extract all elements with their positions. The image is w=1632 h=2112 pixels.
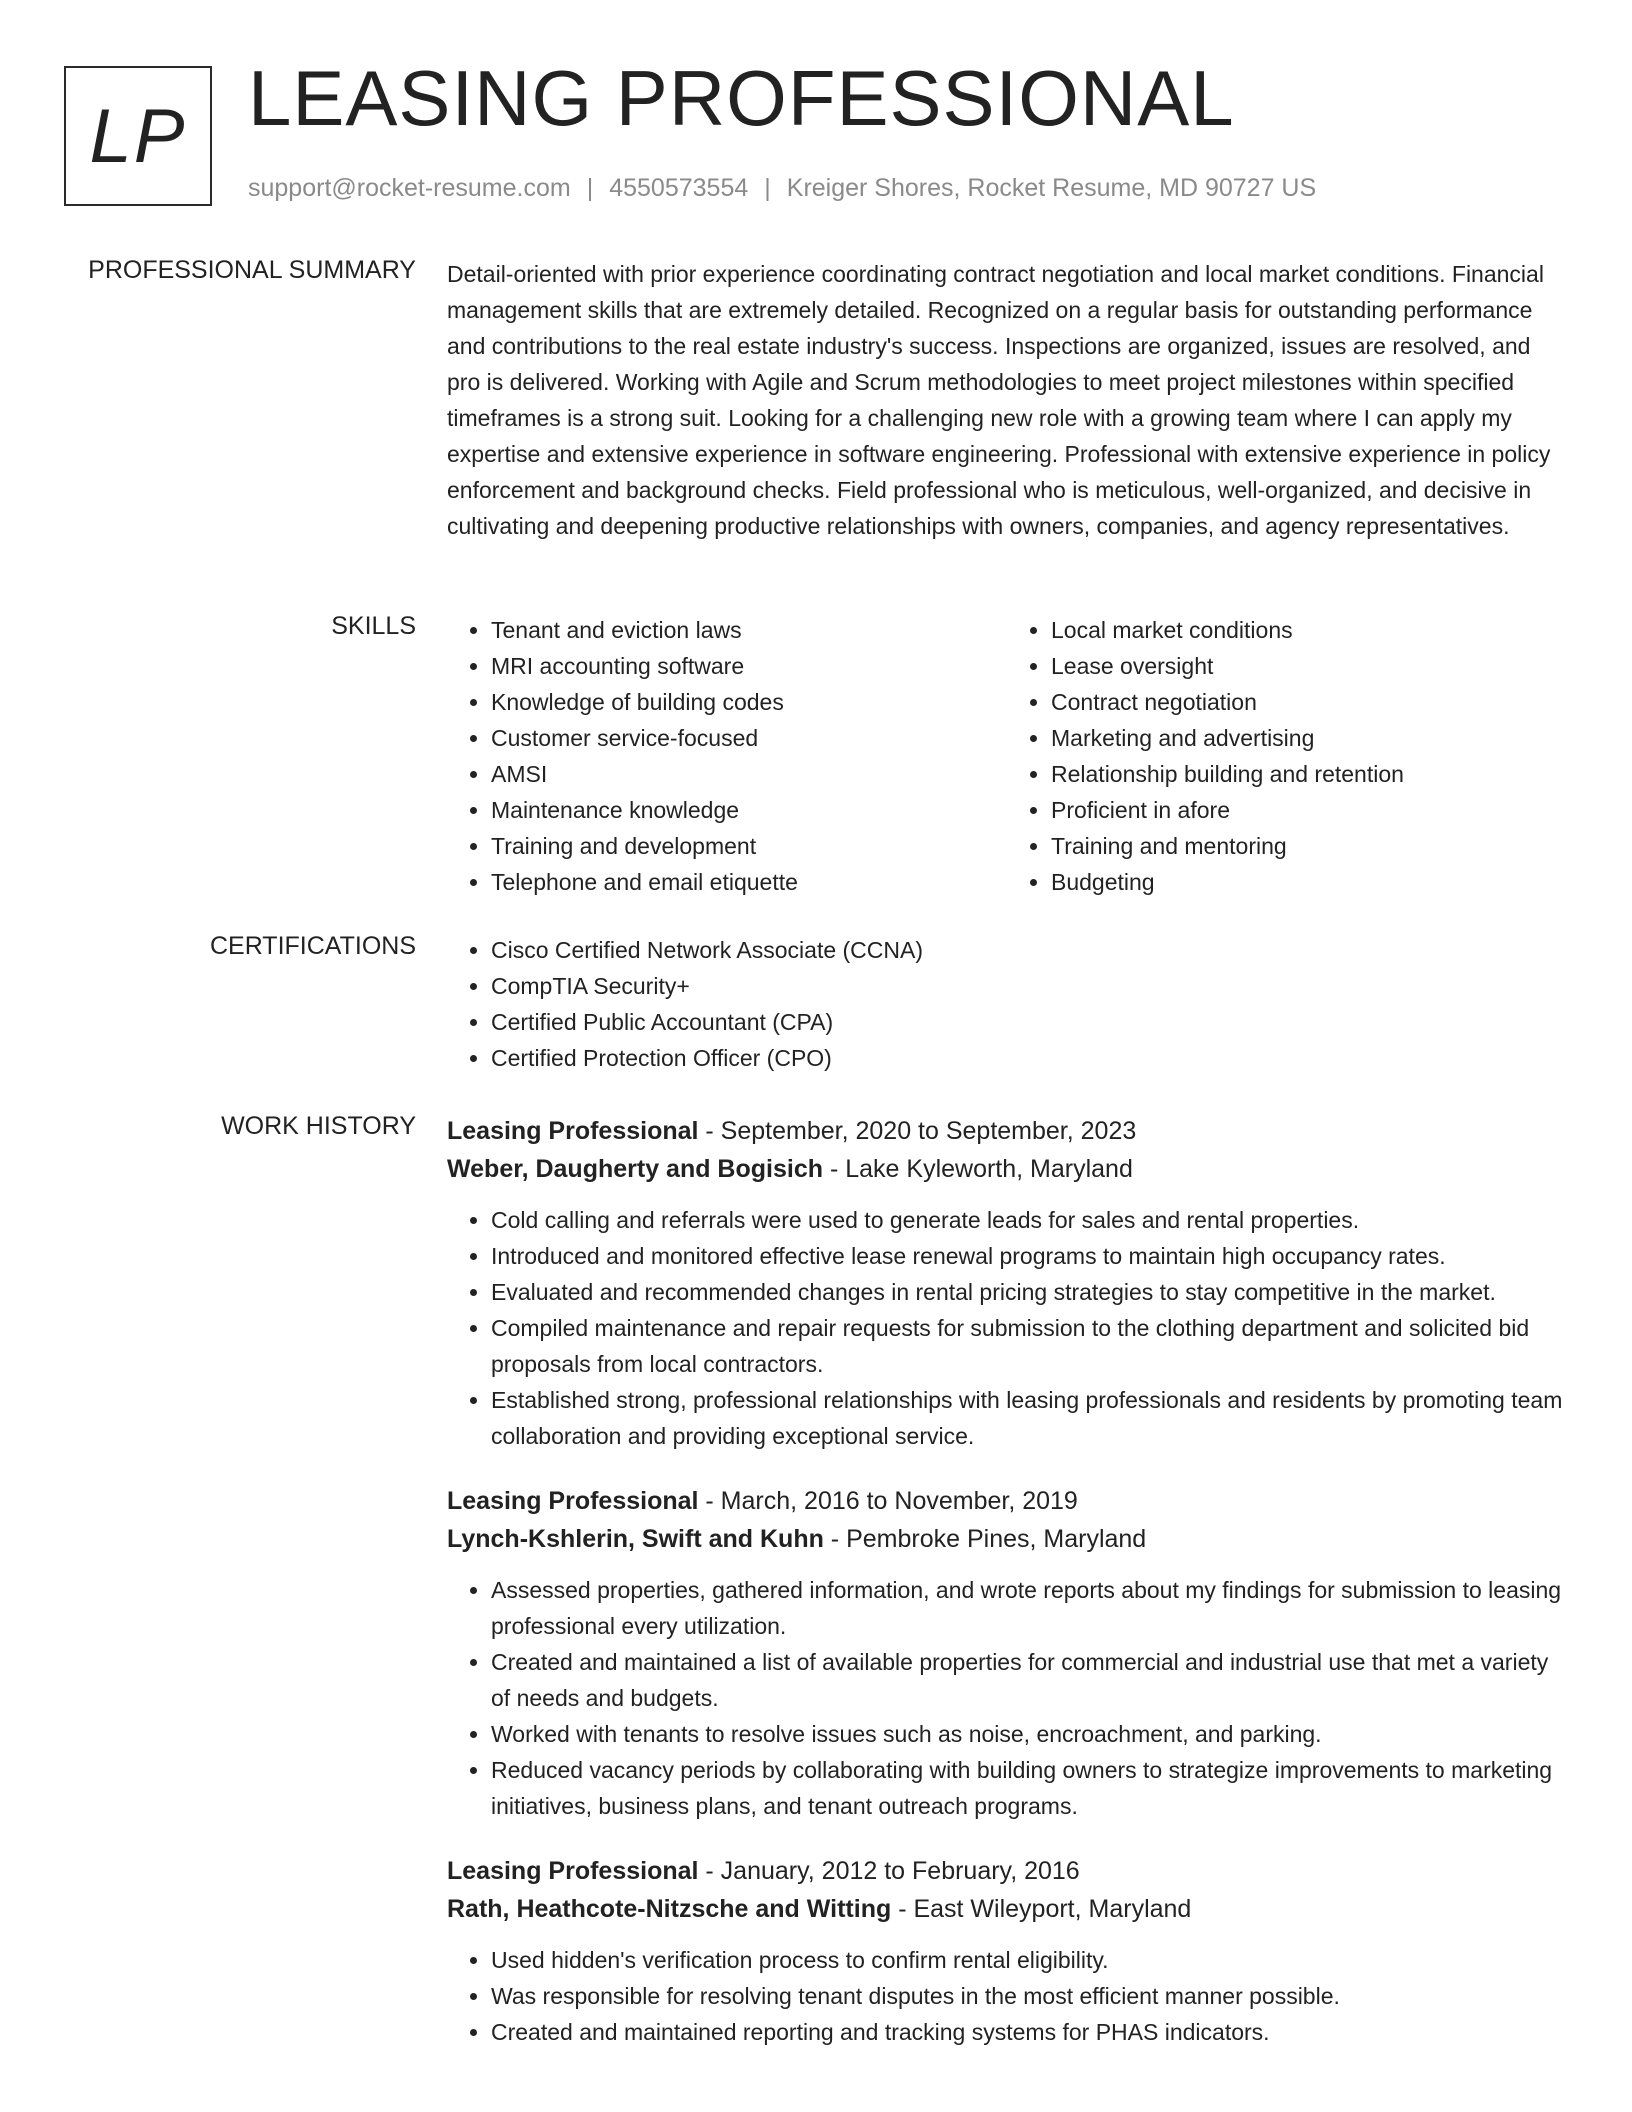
job-entry [447, 1852, 1567, 2050]
certification-item: • Certified Protection Officer (CPO) [491, 1040, 1567, 1076]
contact-phone[interactable]: 4550573554 [609, 174, 749, 202]
job-title-line [447, 1112, 1567, 1150]
skill-item: • Telephone and email etiquette [491, 864, 1007, 900]
job-title-line [447, 1852, 1567, 1890]
job-location: - East Wileyport, Maryland [891, 1895, 1192, 1923]
job-bullet: • Compiled maintenance and repair requests for submission to the clothing department and solicited bid proposals from local contractors. [491, 1310, 1567, 1382]
skill-item: • Proficient in afore [1051, 792, 1567, 828]
skill-item: • Marketing and advertising [1051, 720, 1567, 756]
skill-item: • Tenant and eviction laws [491, 612, 1007, 648]
job-company: Weber, Daugherty and Bogisich [447, 1155, 824, 1183]
job-bullet: • Cold calling and referrals were used to generate leads for sales and rental properties. [491, 1202, 1567, 1238]
job-location: - Pembroke Pines, Maryland [823, 1525, 1147, 1553]
job-location: - Lake Kyleworth, Maryland [823, 1155, 1133, 1183]
contact-separator: | [764, 174, 771, 202]
job-title: Leasing Professional [447, 1857, 699, 1885]
summary-text: Detail-oriented with prior experience coordinating contract negotiation and local market conditions. Financial management skills that are extremely detailed. Recognized on a regular basis for outstanding performance and contributions to the real estate industry's success. Inspections are organized, issues are resolved, and pro is delivered. Working with Agile and Scrum methodologies to meet project milestones within specified timeframes is a strong suit. Looking for a challenging new role with a growing team where I can apply my expertise and extensive experience in software engineering. Professional with extensive experience in policy enforcement and background checks. Field professional who is meticulous, well-organized, and decisive in cultivating and deepening productive relationships with owners, companies, and agency representatives. [447, 261, 1551, 539]
job-title: Leasing Professional [447, 1487, 699, 1515]
job-bullet: • Assessed properties, gathered information, and wrote reports about my findings for submission to leasing professional every utilization. [491, 1572, 1567, 1644]
skill-item: • Training and development [491, 828, 1007, 864]
contact-line [248, 174, 1316, 203]
skills-heading: SKILLS [331, 612, 416, 640]
job-dates: - March, 2016 to November, 2019 [698, 1487, 1078, 1515]
contact-email[interactable]: support@rocket-resume.com [248, 174, 571, 202]
skill-item: • Knowledge of building codes [491, 684, 1007, 720]
job-bullet: • Established strong, professional relationships with leasing professionals and residents by promoting team collaboration and providing exceptional service. [491, 1382, 1567, 1454]
contact-address: Kreiger Shores, Rocket Resume, MD 90727 US [786, 174, 1317, 202]
skill-item: • Relationship building and retention [1051, 756, 1567, 792]
job-bullet: • Created and maintained reporting and tracking systems for PHAS indicators. [491, 2014, 1567, 2050]
job-entry [447, 1482, 1567, 1824]
job-bullets [447, 1202, 1567, 1454]
certification-item: • Cisco Certified Network Associate (CCNA) [491, 932, 1567, 968]
certification-item: • CompTIA Security+ [491, 968, 1567, 1004]
job-dates: - January, 2012 to February, 2016 [698, 1857, 1080, 1885]
skills-list-right [1007, 612, 1567, 900]
skill-item: • Local market conditions [1051, 612, 1567, 648]
job-bullets [447, 1572, 1567, 1824]
job-bullet: • Worked with tenants to resolve issues such as noise, encroachment, and parking. [491, 1716, 1567, 1752]
certifications-list [447, 932, 1567, 1076]
skill-item: • MRI accounting software [491, 648, 1007, 684]
job-company-line [447, 1890, 1567, 1928]
job-title: Leasing Professional [447, 1117, 699, 1145]
skill-item: • Training and mentoring [1051, 828, 1567, 864]
monogram-logo: LP [64, 66, 212, 206]
skill-item: • Contract negotiation [1051, 684, 1567, 720]
certification-item: • Certified Public Accountant (CPA) [491, 1004, 1567, 1040]
work-history-heading: WORK HISTORY [221, 1112, 416, 1140]
job-entry [447, 1112, 1567, 1454]
job-title-line [447, 1482, 1567, 1520]
job-bullet: • Introduced and monitored effective lease renewal programs to maintain high occupancy rates. [491, 1238, 1567, 1274]
job-bullet: • Used hidden's verification process to confirm rental eligibility. [491, 1942, 1567, 1978]
skill-item: • Customer service-focused [491, 720, 1007, 756]
skill-item: • Budgeting [1051, 864, 1567, 900]
job-company-line [447, 1520, 1567, 1558]
certifications-heading: CERTIFICATIONS [209, 932, 416, 960]
job-bullet: • Was responsible for resolving tenant disputes in the most efficient manner possible. [491, 1978, 1567, 2014]
job-company: Rath, Heathcote-Nitzsche and Witting [447, 1895, 892, 1923]
skill-item: • Lease oversight [1051, 648, 1567, 684]
job-bullets [447, 1942, 1567, 2050]
resume-title: LEASING PROFESSIONAL [248, 54, 1235, 142]
job-dates: - September, 2020 to September, 2023 [698, 1117, 1137, 1145]
skill-item: • AMSI [491, 756, 1007, 792]
summary-heading: PROFESSIONAL SUMMARY [88, 256, 416, 284]
skills-list-left [447, 612, 1007, 900]
job-company-line [447, 1150, 1567, 1188]
job-bullet: • Reduced vacancy periods by collaborating with building owners to strategize improvements to marketing initiatives, business plans, and tenant outreach programs. [491, 1752, 1567, 1824]
job-bullet: • Created and maintained a list of available properties for commercial and industrial use that met a variety of needs and budgets. [491, 1644, 1567, 1716]
job-company: Lynch-Kshlerin, Swift and Kuhn [447, 1525, 824, 1553]
skill-item: • Maintenance knowledge [491, 792, 1007, 828]
contact-separator: | [586, 174, 594, 202]
job-bullet: • Evaluated and recommended changes in rental pricing strategies to stay competitive in the market. [491, 1274, 1567, 1310]
